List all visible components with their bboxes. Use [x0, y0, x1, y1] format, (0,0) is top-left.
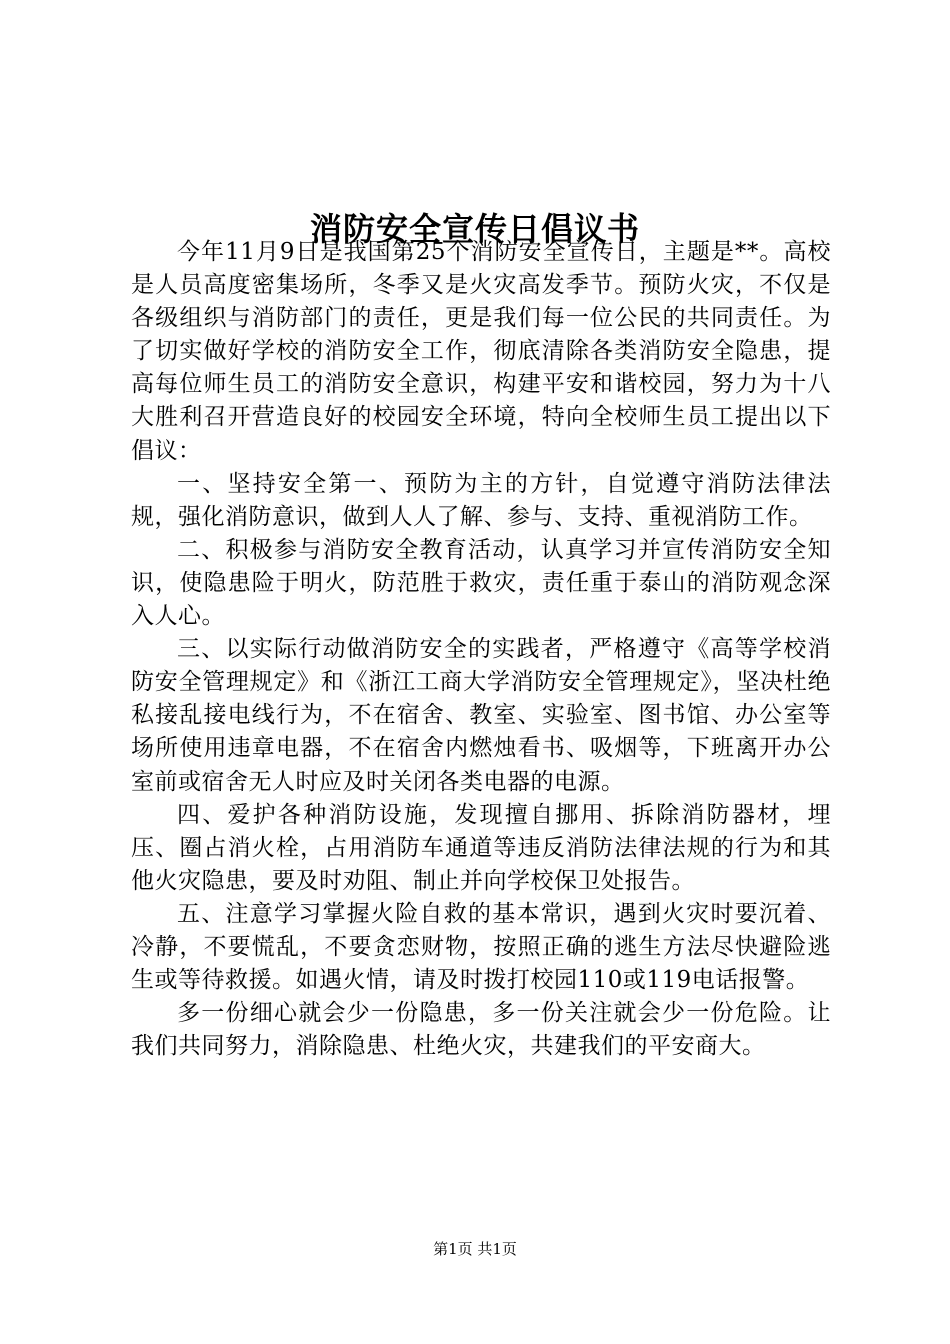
- paragraph-item-2: 二、积极参与消防安全教育活动，认真学习并宣传消防安全知识，使隐患险于明火，防范胜于救灾，责任重于泰山的消防观念深入人心。: [131, 536, 831, 630]
- page-footer: 第1页 共1页: [433, 1240, 517, 1258]
- paragraph-item-1: 一、坚持安全第一、预防为主的方针，自觉遵守消防法律法规，强化消防意识，做到人人了解、参与、支持、重视消防工作。: [131, 470, 831, 530]
- paragraph-item-3: 三、以实际行动做消防安全的实践者，严格遵守《高等学校消防安全管理规定》和《浙江工商大学消防安全管理规定》，坚决杜绝私接乱接电线行为，不在宿舍、教室、实验室、图书馆、办公室等场所使用违章电器，不在宿舍内燃烛看书、吸烟等，下班离开办公室前或宿舍无人时应及时关闭各类电器的电源。: [131, 636, 831, 795]
- paragraph-intro: 今年11月9日是我国第25个消防安全宣传日，主题是**。高校是人员高度密集场所，冬季又是火灾高发季节。预防火灾，不仅是各级组织与消防部门的责任，更是我们每一位公民的共同责任。为了切实做好学校的消防安全工作，彻底清除各类消防安全隐患，提高每位师生员工的消防安全意识，构建平安和谐校园，努力为十八大胜利召开营造良好的校园安全环境，特向全校师生员工提出以下倡议：: [131, 239, 831, 464]
- paragraph-item-4: 四、爱护各种消防设施，发现擅自挪用、拆除消防器材，埋压、圈占消火栓，占用消防车通道等违反消防法律法规的行为和其他火灾隐患，要及时劝阻、制止并向学校保卫处报告。: [131, 801, 831, 894]
- paragraph-item-5: 五、注意学习掌握火险自救的基本常识，遇到火灾时要沉着、冷静，不要慌乱，不要贪恋财物，按照正确的逃生方法尽快避险逃生或等待救援。如遇火情，请及时拨打校园110或119电话报警。: [131, 900, 831, 994]
- document-title: 消防安全宣传日倡议书: [309, 210, 640, 249]
- paragraph-closing: 多一份细心就会少一份隐患，多一份关注就会少一份危险。让我们共同努力，消除隐患、杜绝火灾，共建我们的平安商大。: [131, 1000, 831, 1060]
- document-body: [131, 236, 831, 1063]
